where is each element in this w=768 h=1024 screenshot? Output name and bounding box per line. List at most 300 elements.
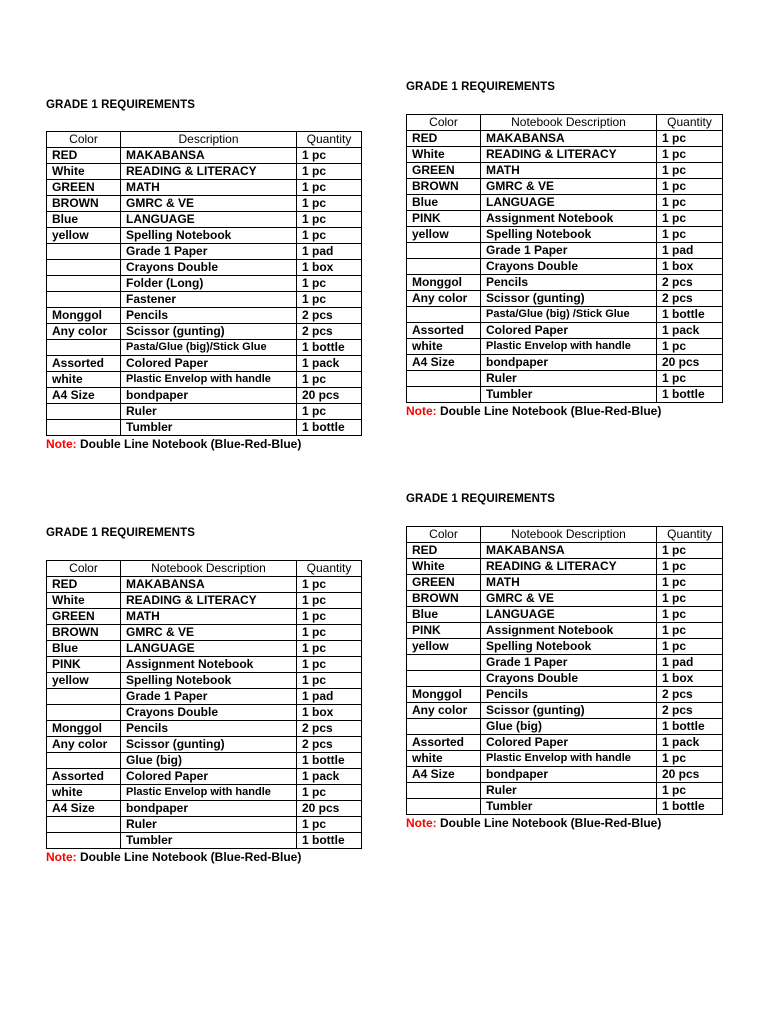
cell-color: Assorted xyxy=(407,323,481,339)
cell-quantity: 1 pc xyxy=(657,131,723,147)
cell-quantity: 1 pc xyxy=(297,164,362,180)
cell-quantity: 1 bottle xyxy=(297,833,362,849)
cell-color: BROWN xyxy=(407,591,481,607)
cell-description: Tumbler xyxy=(121,833,297,849)
cell-color xyxy=(47,420,121,436)
cell-color xyxy=(47,292,121,308)
cell-quantity: 1 pack xyxy=(297,356,362,372)
cell-description: READING & LITERACY xyxy=(121,164,297,180)
cell-quantity: 1 pc xyxy=(297,372,362,388)
table-row xyxy=(47,657,362,673)
cell-description: Pasta/Glue (big)/Stick Glue xyxy=(121,340,297,356)
note-label: Note: xyxy=(406,816,437,830)
cell-color xyxy=(47,276,121,292)
cell-color: Blue xyxy=(407,607,481,623)
header-color: Color xyxy=(47,132,121,148)
cell-description: Tumbler xyxy=(121,420,297,436)
cell-description: GMRC & VE xyxy=(481,179,657,195)
cell-quantity: 1 pc xyxy=(657,227,723,243)
cell-description: Colored Paper xyxy=(121,769,297,785)
cell-color xyxy=(47,753,121,769)
table-row xyxy=(407,163,723,179)
cell-description: Ruler xyxy=(481,371,657,387)
cell-quantity: 20 pcs xyxy=(297,801,362,817)
cell-description: GMRC & VE xyxy=(481,591,657,607)
cell-description: Crayons Double xyxy=(121,705,297,721)
cell-quantity: 1 pack xyxy=(657,323,723,339)
cell-description: READING & LITERACY xyxy=(481,559,657,575)
cell-color xyxy=(47,833,121,849)
table-row xyxy=(407,275,723,291)
cell-color: White xyxy=(407,559,481,575)
requirements-table xyxy=(406,526,723,815)
note-text: Double Line Notebook (Blue-Red-Blue) xyxy=(436,404,662,418)
note xyxy=(406,815,723,832)
header-description: Notebook Description xyxy=(481,115,657,131)
cell-description: Spelling Notebook xyxy=(121,228,297,244)
cell-quantity: 1 pad xyxy=(657,243,723,259)
table-row xyxy=(47,276,362,292)
table-row xyxy=(47,148,362,164)
cell-color: White xyxy=(407,147,481,163)
cell-quantity: 2 pcs xyxy=(297,721,362,737)
cell-description: MATH xyxy=(481,575,657,591)
requirements-block-2 xyxy=(406,79,723,420)
cell-description: Plastic Envelop with handle xyxy=(481,751,657,767)
table-row xyxy=(47,260,362,276)
table-row xyxy=(407,387,723,403)
block-title: GRADE 1 REQUIREMENTS xyxy=(46,99,195,111)
block-title: GRADE 1 REQUIREMENTS xyxy=(406,81,555,93)
cell-quantity: 2 pcs xyxy=(297,737,362,753)
cell-description: Colored Paper xyxy=(121,356,297,372)
cell-quantity: 1 pack xyxy=(297,769,362,785)
cell-description: Spelling Notebook xyxy=(481,227,657,243)
cell-quantity: 1 box xyxy=(297,260,362,276)
table-row xyxy=(47,404,362,420)
cell-description: Assignment Notebook xyxy=(481,623,657,639)
cell-color xyxy=(407,719,481,735)
table-row xyxy=(407,719,723,735)
cell-quantity: 1 pc xyxy=(657,783,723,799)
cell-quantity: 1 box xyxy=(657,671,723,687)
requirements-table xyxy=(406,114,723,403)
table-row xyxy=(407,591,723,607)
cell-color xyxy=(407,799,481,815)
table-row xyxy=(47,212,362,228)
table-row xyxy=(47,769,362,785)
cell-quantity: 1 pc xyxy=(297,212,362,228)
cell-quantity: 1 pc xyxy=(297,577,362,593)
cell-description: Grade 1 Paper xyxy=(481,243,657,259)
table-row xyxy=(47,372,362,388)
cell-color xyxy=(47,404,121,420)
table-row xyxy=(407,607,723,623)
cell-quantity: 1 pc xyxy=(297,276,362,292)
table-row xyxy=(47,689,362,705)
note-text: Double Line Notebook (Blue-Red-Blue) xyxy=(436,816,662,830)
cell-color: A4 Size xyxy=(47,801,121,817)
cell-color: GREEN xyxy=(407,163,481,179)
cell-description: MATH xyxy=(121,609,297,625)
cell-color: RED xyxy=(407,131,481,147)
table-row xyxy=(407,371,723,387)
cell-color: Monggol xyxy=(47,308,121,324)
cell-quantity: 1 pc xyxy=(297,148,362,164)
table-row xyxy=(407,543,723,559)
cell-quantity: 1 pc xyxy=(297,196,362,212)
cell-color: Blue xyxy=(47,212,121,228)
requirements-table xyxy=(46,560,362,849)
cell-quantity: 1 box xyxy=(297,705,362,721)
cell-color: white xyxy=(47,785,121,801)
cell-description: Spelling Notebook xyxy=(121,673,297,689)
table-row xyxy=(407,623,723,639)
cell-description: Pencils xyxy=(481,275,657,291)
cell-description: Scissor (gunting) xyxy=(121,324,297,340)
cell-color: GREEN xyxy=(47,180,121,196)
cell-quantity: 1 pc xyxy=(297,404,362,420)
cell-quantity: 2 pcs xyxy=(657,703,723,719)
cell-quantity: 1 pc xyxy=(297,673,362,689)
cell-color: GREEN xyxy=(407,575,481,591)
cell-quantity: 1 pc xyxy=(657,179,723,195)
cell-color xyxy=(407,259,481,275)
cell-quantity: 1 pc xyxy=(657,195,723,211)
cell-description: Pasta/Glue (big) /Stick Glue xyxy=(481,307,657,323)
table-row xyxy=(47,164,362,180)
table-row xyxy=(47,753,362,769)
cell-color: Monggol xyxy=(407,275,481,291)
table-row xyxy=(407,655,723,671)
table-row xyxy=(407,767,723,783)
cell-description: Scissor (gunting) xyxy=(481,703,657,719)
cell-description: Pencils xyxy=(481,687,657,703)
header-color: Color xyxy=(407,115,481,131)
table-row xyxy=(407,259,723,275)
cell-color: Any color xyxy=(407,291,481,307)
cell-description: GMRC & VE xyxy=(121,625,297,641)
table-row xyxy=(47,340,362,356)
cell-quantity: 1 pad xyxy=(297,244,362,260)
cell-quantity: 1 pack xyxy=(657,735,723,751)
cell-color xyxy=(47,340,121,356)
cell-description: LANGUAGE xyxy=(121,641,297,657)
table-row xyxy=(47,721,362,737)
cell-color xyxy=(407,307,481,323)
table-header-row xyxy=(47,132,362,148)
cell-quantity: 1 pc xyxy=(657,559,723,575)
cell-description: Fastener xyxy=(121,292,297,308)
table-row xyxy=(407,211,723,227)
table-row xyxy=(407,323,723,339)
table-row xyxy=(47,180,362,196)
cell-quantity: 1 pc xyxy=(657,575,723,591)
cell-color: BROWN xyxy=(47,196,121,212)
block-title: GRADE 1 REQUIREMENTS xyxy=(406,493,555,505)
cell-quantity: 1 bottle xyxy=(657,799,723,815)
cell-color: White xyxy=(47,593,121,609)
cell-color: RED xyxy=(407,543,481,559)
cell-quantity: 1 pc xyxy=(657,751,723,767)
cell-description: Pencils xyxy=(121,308,297,324)
header-description: Notebook Description xyxy=(481,527,657,543)
cell-quantity: 1 pad xyxy=(297,689,362,705)
cell-description: bondpaper xyxy=(121,388,297,404)
cell-description: Crayons Double xyxy=(121,260,297,276)
cell-description: Assignment Notebook xyxy=(121,657,297,673)
cell-color: White xyxy=(47,164,121,180)
cell-color: white xyxy=(407,751,481,767)
cell-color xyxy=(407,783,481,799)
cell-color xyxy=(47,705,121,721)
header-description: Notebook Description xyxy=(121,561,297,577)
table-row xyxy=(407,703,723,719)
cell-color: yellow xyxy=(47,673,121,689)
note-label: Note: xyxy=(46,437,77,451)
cell-quantity: 1 bottle xyxy=(657,719,723,735)
cell-description: Colored Paper xyxy=(481,323,657,339)
cell-quantity: 1 pc xyxy=(657,639,723,655)
table-row xyxy=(407,195,723,211)
cell-quantity: 2 pcs xyxy=(657,275,723,291)
table-header-row xyxy=(407,115,723,131)
cell-description: MAKABANSA xyxy=(121,148,297,164)
note-text: Double Line Notebook (Blue-Red-Blue) xyxy=(76,437,302,451)
table-row xyxy=(47,388,362,404)
cell-color: Any color xyxy=(47,737,121,753)
note xyxy=(46,849,362,866)
cell-quantity: 1 pc xyxy=(297,641,362,657)
cell-color: Assorted xyxy=(47,769,121,785)
cell-color: A4 Size xyxy=(407,355,481,371)
cell-quantity: 1 pc xyxy=(297,785,362,801)
cell-description: Spelling Notebook xyxy=(481,639,657,655)
cell-quantity: 1 pc xyxy=(297,609,362,625)
requirements-block-4 xyxy=(406,491,723,832)
cell-color xyxy=(47,689,121,705)
table-row xyxy=(47,292,362,308)
cell-quantity: 20 pcs xyxy=(657,355,723,371)
cell-description: Plastic Envelop with handle xyxy=(481,339,657,355)
table-row xyxy=(47,609,362,625)
cell-quantity: 1 pc xyxy=(657,147,723,163)
cell-quantity: 1 pc xyxy=(297,180,362,196)
cell-color: RED xyxy=(47,577,121,593)
cell-description: Tumbler xyxy=(481,799,657,815)
cell-description: Ruler xyxy=(121,404,297,420)
table-row xyxy=(47,625,362,641)
cell-quantity: 1 bottle xyxy=(657,307,723,323)
table-row xyxy=(47,817,362,833)
cell-quantity: 1 pc xyxy=(297,817,362,833)
cell-description: MATH xyxy=(121,180,297,196)
header-quantity: Quantity xyxy=(657,527,723,543)
cell-color: Blue xyxy=(407,195,481,211)
table-row xyxy=(407,339,723,355)
cell-quantity: 1 bottle xyxy=(297,420,362,436)
table-row xyxy=(47,324,362,340)
cell-color: yellow xyxy=(47,228,121,244)
table-row xyxy=(407,687,723,703)
table-row xyxy=(407,355,723,371)
table-row xyxy=(47,593,362,609)
note xyxy=(406,403,723,420)
table-row xyxy=(47,308,362,324)
cell-quantity: 1 pc xyxy=(657,339,723,355)
cell-description: LANGUAGE xyxy=(481,607,657,623)
table-row xyxy=(47,785,362,801)
cell-color: BROWN xyxy=(407,179,481,195)
cell-description: Pencils xyxy=(121,721,297,737)
cell-description: MAKABANSA xyxy=(481,131,657,147)
cell-color xyxy=(407,387,481,403)
cell-color: BROWN xyxy=(47,625,121,641)
cell-color: PINK xyxy=(407,211,481,227)
table-row xyxy=(407,131,723,147)
block-title: GRADE 1 REQUIREMENTS xyxy=(46,527,195,539)
table-row xyxy=(407,751,723,767)
cell-description: bondpaper xyxy=(121,801,297,817)
cell-quantity: 1 pc xyxy=(657,211,723,227)
cell-quantity: 1 pc xyxy=(297,625,362,641)
cell-quantity: 1 pc xyxy=(297,292,362,308)
cell-description: Grade 1 Paper xyxy=(121,244,297,260)
cell-description: LANGUAGE xyxy=(481,195,657,211)
cell-color xyxy=(407,671,481,687)
header-quantity: Quantity xyxy=(657,115,723,131)
cell-color: RED xyxy=(47,148,121,164)
cell-description: Colored Paper xyxy=(481,735,657,751)
cell-color: white xyxy=(407,339,481,355)
table-row xyxy=(407,799,723,815)
cell-quantity: 20 pcs xyxy=(297,388,362,404)
cell-description: Crayons Double xyxy=(481,259,657,275)
cell-quantity: 2 pcs xyxy=(297,324,362,340)
note-text: Double Line Notebook (Blue-Red-Blue) xyxy=(76,850,302,864)
cell-color xyxy=(407,243,481,259)
header-quantity: Quantity xyxy=(297,561,362,577)
cell-description: Scissor (gunting) xyxy=(121,737,297,753)
cell-description: Ruler xyxy=(481,783,657,799)
cell-color: Assorted xyxy=(47,356,121,372)
table-row xyxy=(407,575,723,591)
table-row xyxy=(407,559,723,575)
cell-color: Monggol xyxy=(47,721,121,737)
table-row xyxy=(47,577,362,593)
cell-description: Scissor (gunting) xyxy=(481,291,657,307)
table-row xyxy=(47,833,362,849)
cell-color: Monggol xyxy=(407,687,481,703)
header-color: Color xyxy=(407,527,481,543)
table-row xyxy=(407,147,723,163)
cell-description: Plastic Envelop with handle xyxy=(121,372,297,388)
header-color: Color xyxy=(47,561,121,577)
cell-description: GMRC & VE xyxy=(121,196,297,212)
cell-quantity: 20 pcs xyxy=(657,767,723,783)
cell-color: Assorted xyxy=(407,735,481,751)
note-label: Note: xyxy=(46,850,77,864)
table-row xyxy=(47,705,362,721)
cell-description: MAKABANSA xyxy=(481,543,657,559)
table-row xyxy=(407,179,723,195)
cell-color xyxy=(407,371,481,387)
cell-quantity: 2 pcs xyxy=(657,291,723,307)
cell-description: bondpaper xyxy=(481,355,657,371)
cell-color xyxy=(407,655,481,671)
cell-quantity: 1 pc xyxy=(657,163,723,179)
table-row xyxy=(407,735,723,751)
cell-description: READING & LITERACY xyxy=(121,593,297,609)
cell-description: Plastic Envelop with handle xyxy=(121,785,297,801)
cell-description: Glue (big) xyxy=(121,753,297,769)
table-header-row xyxy=(47,561,362,577)
table-row xyxy=(47,228,362,244)
cell-description: bondpaper xyxy=(481,767,657,783)
cell-color: PINK xyxy=(407,623,481,639)
note xyxy=(46,436,362,453)
cell-color xyxy=(47,260,121,276)
cell-quantity: 1 pc xyxy=(297,228,362,244)
table-row xyxy=(47,801,362,817)
cell-color xyxy=(47,817,121,833)
cell-quantity: 1 pc xyxy=(657,371,723,387)
table-row xyxy=(407,639,723,655)
cell-color: A4 Size xyxy=(47,388,121,404)
cell-description: Folder (Long) xyxy=(121,276,297,292)
cell-quantity: 1 pc xyxy=(297,593,362,609)
cell-color xyxy=(47,244,121,260)
cell-quantity: 1 box xyxy=(657,259,723,275)
cell-color: GREEN xyxy=(47,609,121,625)
table-row xyxy=(407,291,723,307)
cell-quantity: 1 pc xyxy=(297,657,362,673)
cell-description: Glue (big) xyxy=(481,719,657,735)
cell-quantity: 1 pc xyxy=(657,607,723,623)
cell-color: PINK xyxy=(47,657,121,673)
cell-description: Grade 1 Paper xyxy=(481,655,657,671)
requirements-table xyxy=(46,131,362,436)
cell-quantity: 1 bottle xyxy=(297,753,362,769)
cell-color: A4 Size xyxy=(407,767,481,783)
requirements-block-3 xyxy=(46,525,362,866)
cell-quantity: 1 pc xyxy=(657,543,723,559)
cell-color: yellow xyxy=(407,227,481,243)
cell-quantity: 1 pc xyxy=(657,623,723,639)
table-row xyxy=(47,737,362,753)
header-quantity: Quantity xyxy=(297,132,362,148)
cell-color: white xyxy=(47,372,121,388)
note-label: Note: xyxy=(406,404,437,418)
table-row xyxy=(47,673,362,689)
cell-description: MAKABANSA xyxy=(121,577,297,593)
cell-description: Tumbler xyxy=(481,387,657,403)
table-row xyxy=(407,307,723,323)
cell-description: LANGUAGE xyxy=(121,212,297,228)
cell-description: Grade 1 Paper xyxy=(121,689,297,705)
cell-description: Crayons Double xyxy=(481,671,657,687)
header-description: Description xyxy=(121,132,297,148)
cell-color: Blue xyxy=(47,641,121,657)
cell-quantity: 1 pad xyxy=(657,655,723,671)
cell-quantity: 1 bottle xyxy=(657,387,723,403)
table-row xyxy=(407,671,723,687)
cell-description: Ruler xyxy=(121,817,297,833)
table-row xyxy=(47,420,362,436)
cell-description: READING & LITERACY xyxy=(481,147,657,163)
table-row xyxy=(47,196,362,212)
cell-quantity: 2 pcs xyxy=(297,308,362,324)
